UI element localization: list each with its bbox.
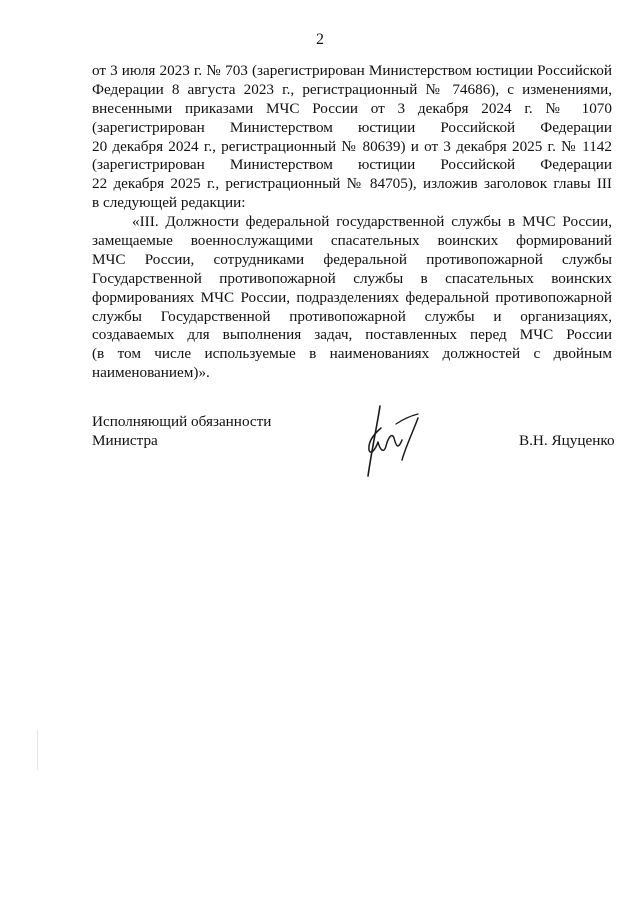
quote-line: (в том числе используемые в наименованиях должностей с двойным xyxy=(92,345,612,363)
body-text xyxy=(92,62,612,383)
scan-margin-mark xyxy=(37,730,38,770)
quote-line: замещаемые военнослужащими спасательных воинских формирований xyxy=(92,232,612,250)
handwritten-signature xyxy=(360,398,424,480)
body-line: 20 декабря 2024 г., регистрационный № 80639) и от 3 декабря 2025 г. № 1142 xyxy=(92,137,612,155)
body-line: Федерации 8 августа 2023 г., регистрационный № 74686), с изменениями, xyxy=(92,80,612,98)
quote-line: формированиях МЧС России, подразделениях федеральной противопожарной xyxy=(92,288,612,306)
quote-line: службы Государственной противопожарной службы и организациях, xyxy=(92,307,612,325)
quote-line: Государственной противопожарной службы в спасательных воинских xyxy=(92,269,612,287)
body-line: (зарегистрирован Министерством юстиции Российской Федерации xyxy=(92,156,612,174)
body-line: в следующей редакции: xyxy=(92,194,246,212)
page-number: 2 xyxy=(316,31,324,48)
signatory-title-line: Исполняющий обязанности xyxy=(92,413,272,430)
signatory-title xyxy=(92,412,271,450)
body-line: (зарегистрирован Министерством юстиции Российской Федерации xyxy=(92,118,612,136)
body-line: внесенными приказами МЧС России от 3 декабря 2024 г. № 1070 xyxy=(92,99,612,117)
body-line: 22 декабря 2025 г., регистрационный № 84705), изложив заголовок главы III xyxy=(92,175,612,193)
body-line: от 3 июля 2023 г. № 703 (зарегистрирован Министерством юстиции Российской xyxy=(92,62,612,79)
quote-line: МЧС России, сотрудниками федеральной противопожарной службы xyxy=(92,250,612,268)
signatory-name: В.Н. Яцуценко xyxy=(519,432,615,449)
quote-line: наименованием)». xyxy=(92,364,210,382)
quote-line: «III. Должности федеральной государственной службы в МЧС России, xyxy=(132,213,612,231)
quote-line: создаваемых для выполнения задач, поставленных перед МЧС России xyxy=(92,326,612,344)
signatory-title-line: Министра xyxy=(92,432,158,449)
